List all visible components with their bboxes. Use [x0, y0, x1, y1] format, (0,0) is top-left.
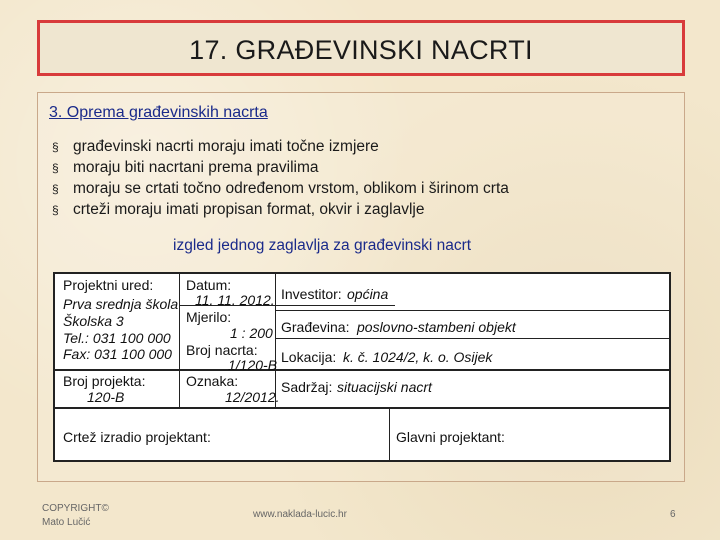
bullet-item: § građevinski nacrti moraju imati točne izmjere — [52, 136, 509, 157]
glavni-projektant-label: Glavni projektant: — [396, 429, 505, 445]
projektni-ured-line: Tel.: 031 100 000 — [63, 330, 171, 346]
investitor-value: općina — [347, 286, 389, 302]
broj-projekta-value: 120-B — [87, 389, 125, 405]
title-block-caption: izgled jednog zaglavlja za građevinski nacrt — [173, 237, 472, 254]
gradevina-label: Građevina: — [281, 319, 350, 335]
projektni-ured-line: Fax: 031 100 000 — [63, 346, 172, 362]
projektni-ured-label: Projektni ured: — [63, 277, 154, 293]
title-block-divider — [179, 274, 180, 408]
broj-nacrta-label: Broj nacrta: — [186, 342, 258, 358]
slide-title: 17. GRAĐEVINSKI NACRTI — [189, 35, 533, 65]
broj-nacrta-value: 1/120-B — [228, 357, 278, 373]
website: www.naklada-lucic.hr — [253, 509, 347, 520]
bullet-item: § moraju se crtati točno određenom vrstom, oblikom i širinom crta — [52, 178, 509, 199]
bullet-marker: § — [52, 182, 59, 196]
bullet-marker: § — [52, 203, 59, 217]
copyright: COPYRIGHT© Mato Lučić — [42, 503, 109, 528]
title-box — [37, 20, 685, 76]
datum-label: Datum: — [186, 277, 232, 293]
sadrzaj-label: Sadržaj: — [281, 379, 333, 395]
bullet-marker: § — [52, 161, 59, 175]
title-block-divider — [275, 310, 669, 311]
title-block-divider — [275, 274, 276, 408]
bullet-list — [52, 136, 509, 220]
bullet-marker: § — [52, 140, 59, 154]
datum-value: 11. 11. 2012. — [195, 292, 275, 308]
section-heading: 3. Oprema građevinskih nacrta — [49, 104, 268, 121]
oznaka-label: Oznaka: — [186, 373, 239, 389]
title-block-divider — [55, 407, 669, 409]
mjerilo-value: 1 : 200 — [230, 325, 273, 341]
projektni-ured-line: Prva srednja škola — [63, 296, 179, 312]
investitor-label: Investitor: — [281, 286, 342, 302]
sadrzaj-value: situacijski nacrt — [337, 379, 432, 395]
oznaka-value: 12/2012. — [225, 389, 280, 405]
title-block-divider — [389, 407, 390, 462]
title-block-frame — [53, 272, 671, 462]
lokacija-value: k. č. 1024/2, k. o. Osijek — [343, 349, 493, 365]
lokacija-label: Lokacija: — [281, 349, 337, 365]
gradevina-value: poslovno-stambeni objekt — [357, 319, 516, 335]
mjerilo-label: Mjerilo: — [186, 309, 232, 325]
title-block-divider — [55, 369, 669, 371]
bullet-item: § crteži moraju imati propisan format, okvir i zaglavlje — [52, 199, 509, 220]
title-block-divider — [275, 338, 669, 339]
broj-projekta-label: Broj projekta: — [63, 373, 146, 389]
bullet-item: § moraju biti nacrtani prema pravilima — [52, 157, 509, 178]
projektni-ured-line: Školska 3 — [63, 313, 124, 329]
crtez-label: Crtež izradio projektant: — [63, 429, 211, 445]
page-number: 6 — [670, 509, 676, 520]
